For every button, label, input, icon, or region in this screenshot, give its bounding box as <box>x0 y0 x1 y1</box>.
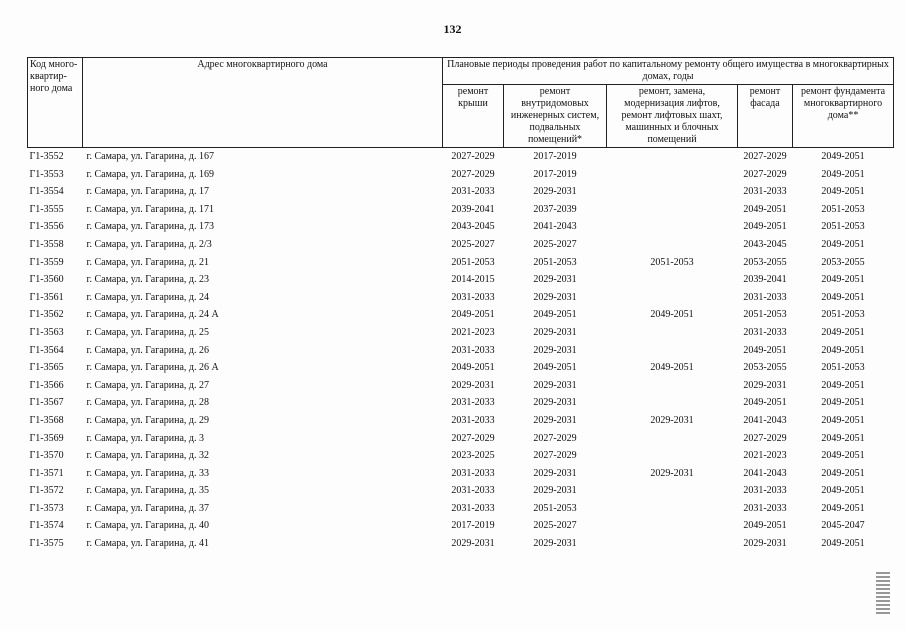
cell-roof: 2043-2045 <box>451 221 495 233</box>
cell-roof: 2027-2029 <box>451 432 495 444</box>
cell-foundation: 2049-2051 <box>821 379 865 391</box>
cell-roof: 2039-2041 <box>451 203 495 215</box>
cell-address: г. Самара, ул. Гагарина, д. 27 <box>86 379 210 391</box>
cell-facade: 2049-2051 <box>743 203 787 215</box>
cell-roof: 2051-2053 <box>451 256 495 268</box>
cell-foundation: 2049-2051 <box>821 186 865 198</box>
cell-address: г. Самара, ул. Гагарина, д. 167 <box>86 151 215 162</box>
cell-facade: 2021-2023 <box>743 450 787 462</box>
header-systems: ремонт внутридомовых инженерных систем, подвальных помещений* <box>504 85 607 148</box>
cell-foundation: 2049-2051 <box>821 450 865 462</box>
cell-elevators <box>607 377 738 395</box>
header-elevators: ремонт, замена, модернизация лифтов, ремонт лифтовых шахт, машинных и блочных помещений <box>607 85 738 148</box>
table-row <box>28 465 894 483</box>
cell-address: г. Самара, ул. Гагарина, д. 24 А <box>86 309 219 321</box>
cell-code: Г1-3558 <box>29 238 64 250</box>
cell-code: Г1-3571 <box>29 467 64 479</box>
cell-code: Г1-3570 <box>29 450 64 462</box>
table-row <box>28 430 894 448</box>
cell-roof: 2027-2029 <box>451 168 495 180</box>
cell-elevators <box>607 271 738 289</box>
cell-roof: 2029-2031 <box>451 379 495 391</box>
cell-code: Г1-3564 <box>29 344 64 356</box>
cell-code: Г1-3556 <box>29 221 64 233</box>
cell-code: Г1-3552 <box>29 151 64 162</box>
cell-systems: 2029-2031 <box>533 467 577 479</box>
cell-code: Г1-3572 <box>29 485 64 497</box>
cell-systems: 2029-2031 <box>533 186 577 198</box>
cell-code: Г1-3568 <box>29 414 64 426</box>
cell-systems: 2051-2053 <box>533 502 577 514</box>
cell-elevators <box>607 289 738 307</box>
table-row <box>28 183 894 201</box>
table-row <box>28 500 894 518</box>
cell-foundation: 2049-2051 <box>821 168 865 180</box>
cell-address: г. Самара, ул. Гагарина, д. 2/3 <box>86 238 212 250</box>
cell-code: Г1-3560 <box>29 274 64 286</box>
table-row <box>28 377 894 395</box>
cell-address: г. Самара, ул. Гагарина, д. 3 <box>86 432 205 444</box>
cell-address: г. Самара, ул. Гагарина, д. 24 <box>86 291 210 303</box>
cell-elevators <box>607 500 738 518</box>
cell-roof: 2014-2015 <box>451 274 495 286</box>
cell-roof: 2049-2051 <box>451 309 495 321</box>
cell-facade: 2027-2029 <box>743 168 787 180</box>
cell-systems: 2029-2031 <box>533 485 577 497</box>
cell-code: Г1-3575 <box>29 538 64 550</box>
cell-roof: 2049-2051 <box>451 362 495 374</box>
cell-foundation: 2049-2051 <box>821 397 865 409</box>
cell-facade: 2041-2043 <box>743 414 787 426</box>
cell-roof: 2031-2033 <box>451 414 495 426</box>
cell-systems: 2029-2031 <box>533 414 577 426</box>
cell-code: Г1-3559 <box>29 256 64 268</box>
capital-repair-table <box>27 57 894 553</box>
cell-elevators <box>607 535 738 553</box>
cell-facade: 2031-2033 <box>743 186 787 198</box>
cell-address: г. Самара, ул. Гагарина, д. 28 <box>86 397 210 409</box>
cell-elevators <box>607 183 738 201</box>
cell-address: г. Самара, ул. Гагарина, д. 32 <box>86 450 210 462</box>
cell-facade: 2031-2033 <box>743 502 787 514</box>
table-row <box>28 342 894 360</box>
cell-facade: 2053-2055 <box>743 256 787 268</box>
cell-foundation: 2045-2047 <box>821 520 865 532</box>
cell-foundation: 2049-2051 <box>821 238 865 250</box>
cell-facade: 2043-2045 <box>743 238 787 250</box>
cell-systems: 2025-2027 <box>533 238 577 250</box>
cell-foundation: 2049-2051 <box>821 291 865 303</box>
cell-systems: 2027-2029 <box>533 432 577 444</box>
cell-systems: 2029-2031 <box>533 274 577 286</box>
cell-roof: 2031-2033 <box>451 344 495 356</box>
cell-elevators: 2029-2031 <box>650 414 694 426</box>
table-row <box>28 447 894 465</box>
cell-address: г. Самара, ул. Гагарина, д. 169 <box>86 168 215 180</box>
header-foundation: ремонт фундамента многоквартирного дома** <box>793 85 894 148</box>
cell-systems: 2029-2031 <box>533 397 577 409</box>
cell-elevators <box>607 148 738 166</box>
cell-elevators <box>607 236 738 254</box>
cell-code: Г1-3573 <box>29 502 64 514</box>
cell-foundation: 2049-2051 <box>821 538 865 550</box>
cell-code: Г1-3553 <box>29 168 64 180</box>
cell-elevators <box>607 324 738 342</box>
cell-roof: 2031-2033 <box>451 291 495 303</box>
cell-address: г. Самара, ул. Гагарина, д. 173 <box>86 221 215 233</box>
cell-foundation: 2049-2051 <box>821 414 865 426</box>
cell-systems: 2029-2031 <box>533 379 577 391</box>
cell-code: Г1-3561 <box>29 291 64 303</box>
cell-foundation: 2051-2053 <box>821 221 865 233</box>
cell-address: г. Самара, ул. Гагарина, д. 23 <box>86 274 210 286</box>
cell-code: Г1-3569 <box>29 432 64 444</box>
header-code: Код много-квартир-ного дома <box>28 58 83 148</box>
cell-elevators: 2049-2051 <box>650 362 694 374</box>
table-row <box>28 271 894 289</box>
cell-elevators: 2029-2031 <box>650 467 694 479</box>
cell-address: г. Самара, ул. Гагарина, д. 21 <box>86 256 210 268</box>
cell-foundation: 2049-2051 <box>821 485 865 497</box>
cell-address: г. Самара, ул. Гагарина, д. 26 <box>86 344 210 356</box>
cell-facade: 2049-2051 <box>743 520 787 532</box>
cell-address: г. Самара, ул. Гагарина, д. 25 <box>86 326 210 338</box>
cell-elevators: 2049-2051 <box>650 309 694 321</box>
cell-address: г. Самара, ул. Гагарина, д. 171 <box>86 203 215 215</box>
cell-facade: 2041-2043 <box>743 467 787 479</box>
cell-foundation: 2051-2053 <box>821 203 865 215</box>
table-row <box>28 289 894 307</box>
table-row <box>28 412 894 430</box>
cell-facade: 2051-2053 <box>743 309 787 321</box>
cell-facade: 2029-2031 <box>743 538 787 550</box>
cell-elevators <box>607 166 738 184</box>
cell-code: Г1-3567 <box>29 397 64 409</box>
cell-address: г. Самара, ул. Гагарина, д. 37 <box>86 502 210 514</box>
cell-roof: 2031-2033 <box>451 502 495 514</box>
header-facade: ремонт фасада <box>738 85 793 148</box>
cell-code: Г1-3565 <box>29 362 64 374</box>
cell-address: г. Самара, ул. Гагарина, д. 29 <box>86 414 210 426</box>
cell-foundation: 2051-2053 <box>821 362 865 374</box>
cell-roof: 2031-2033 <box>451 467 495 479</box>
cell-elevators <box>607 447 738 465</box>
cell-systems: 2029-2031 <box>533 326 577 338</box>
cell-roof: 2025-2027 <box>451 238 495 250</box>
cell-systems: 2051-2053 <box>533 256 577 268</box>
cell-address: г. Самара, ул. Гагарина, д. 17 <box>86 186 210 198</box>
table-row <box>28 306 894 324</box>
margin-stamp <box>876 570 890 614</box>
cell-foundation: 2049-2051 <box>821 151 865 162</box>
cell-systems: 2049-2051 <box>533 362 577 374</box>
cell-facade: 2031-2033 <box>743 291 787 303</box>
table-row <box>28 218 894 236</box>
header-periods: Плановые периоды проведения работ по капитальному ремонту общего имущества в многоквартирных домах, годы <box>443 58 894 85</box>
table-row <box>28 236 894 254</box>
table-row <box>28 359 894 377</box>
cell-elevators <box>607 394 738 412</box>
cell-address: г. Самара, ул. Гагарина, д. 26 А <box>86 362 219 374</box>
cell-facade: 2049-2051 <box>743 344 787 356</box>
cell-code: Г1-3563 <box>29 326 64 338</box>
cell-roof: 2021-2023 <box>451 326 495 338</box>
table-row <box>28 482 894 500</box>
cell-elevators <box>607 218 738 236</box>
header-row-1 <box>28 58 894 85</box>
cell-systems: 2029-2031 <box>533 538 577 550</box>
cell-foundation: 2053-2055 <box>821 256 865 268</box>
cell-foundation: 2049-2051 <box>821 502 865 514</box>
header-address: Адрес многоквартирного дома <box>83 58 443 148</box>
cell-elevators <box>607 201 738 219</box>
cell-elevators <box>607 430 738 448</box>
cell-foundation: 2051-2053 <box>821 309 865 321</box>
cell-address: г. Самара, ул. Гагарина, д. 35 <box>86 485 210 497</box>
cell-systems: 2049-2051 <box>533 309 577 321</box>
cell-code: Г1-3562 <box>29 309 64 321</box>
cell-roof: 2031-2033 <box>451 397 495 409</box>
table-row <box>28 201 894 219</box>
header-roof: ремонт крыши <box>443 85 504 148</box>
cell-address: г. Самара, ул. Гагарина, д. 41 <box>86 538 210 550</box>
cell-elevators <box>607 342 738 360</box>
cell-systems: 2029-2031 <box>533 291 577 303</box>
cell-code: Г1-3574 <box>29 520 64 532</box>
cell-systems: 2017-2019 <box>533 151 577 162</box>
page-number: 132 <box>443 22 462 36</box>
table-row <box>28 148 894 166</box>
cell-elevators <box>607 482 738 500</box>
cell-code: Г1-3566 <box>29 379 64 391</box>
cell-address: г. Самара, ул. Гагарина, д. 33 <box>86 467 210 479</box>
cell-facade: 2039-2041 <box>743 274 787 286</box>
table-row <box>28 166 894 184</box>
table-row <box>28 324 894 342</box>
cell-roof: 2029-2031 <box>451 538 495 550</box>
cell-address: г. Самара, ул. Гагарина, д. 40 <box>86 520 210 532</box>
cell-foundation: 2049-2051 <box>821 432 865 444</box>
cell-roof: 2031-2033 <box>451 186 495 198</box>
table-row <box>28 535 894 553</box>
cell-facade: 2053-2055 <box>743 362 787 374</box>
cell-roof: 2023-2025 <box>451 450 495 462</box>
table-row <box>28 254 894 272</box>
cell-roof: 2031-2033 <box>451 485 495 497</box>
cell-roof: 2017-2019 <box>451 520 495 532</box>
cell-facade: 2031-2033 <box>743 326 787 338</box>
cell-systems: 2025-2027 <box>533 520 577 532</box>
cell-systems: 2017-2019 <box>533 168 577 180</box>
cell-facade: 2049-2051 <box>743 221 787 233</box>
cell-foundation: 2049-2051 <box>821 274 865 286</box>
cell-systems: 2029-2031 <box>533 344 577 356</box>
cell-code: Г1-3555 <box>29 203 64 215</box>
table-row <box>28 394 894 412</box>
cell-facade: 2027-2029 <box>743 151 787 162</box>
table-row <box>28 517 894 535</box>
cell-facade: 2049-2051 <box>743 397 787 409</box>
cell-facade: 2029-2031 <box>743 379 787 391</box>
cell-elevators <box>607 517 738 535</box>
cell-foundation: 2049-2051 <box>821 344 865 356</box>
cell-code: Г1-3554 <box>29 186 64 198</box>
cell-roof: 2027-2029 <box>451 151 495 162</box>
cell-facade: 2031-2033 <box>743 485 787 497</box>
cell-elevators: 2051-2053 <box>650 256 694 268</box>
cell-foundation: 2049-2051 <box>821 326 865 338</box>
cell-systems: 2041-2043 <box>533 221 577 233</box>
cell-systems: 2027-2029 <box>533 450 577 462</box>
table-body <box>28 148 894 553</box>
cell-systems: 2037-2039 <box>533 203 577 215</box>
cell-foundation: 2049-2051 <box>821 467 865 479</box>
cell-facade: 2027-2029 <box>743 432 787 444</box>
